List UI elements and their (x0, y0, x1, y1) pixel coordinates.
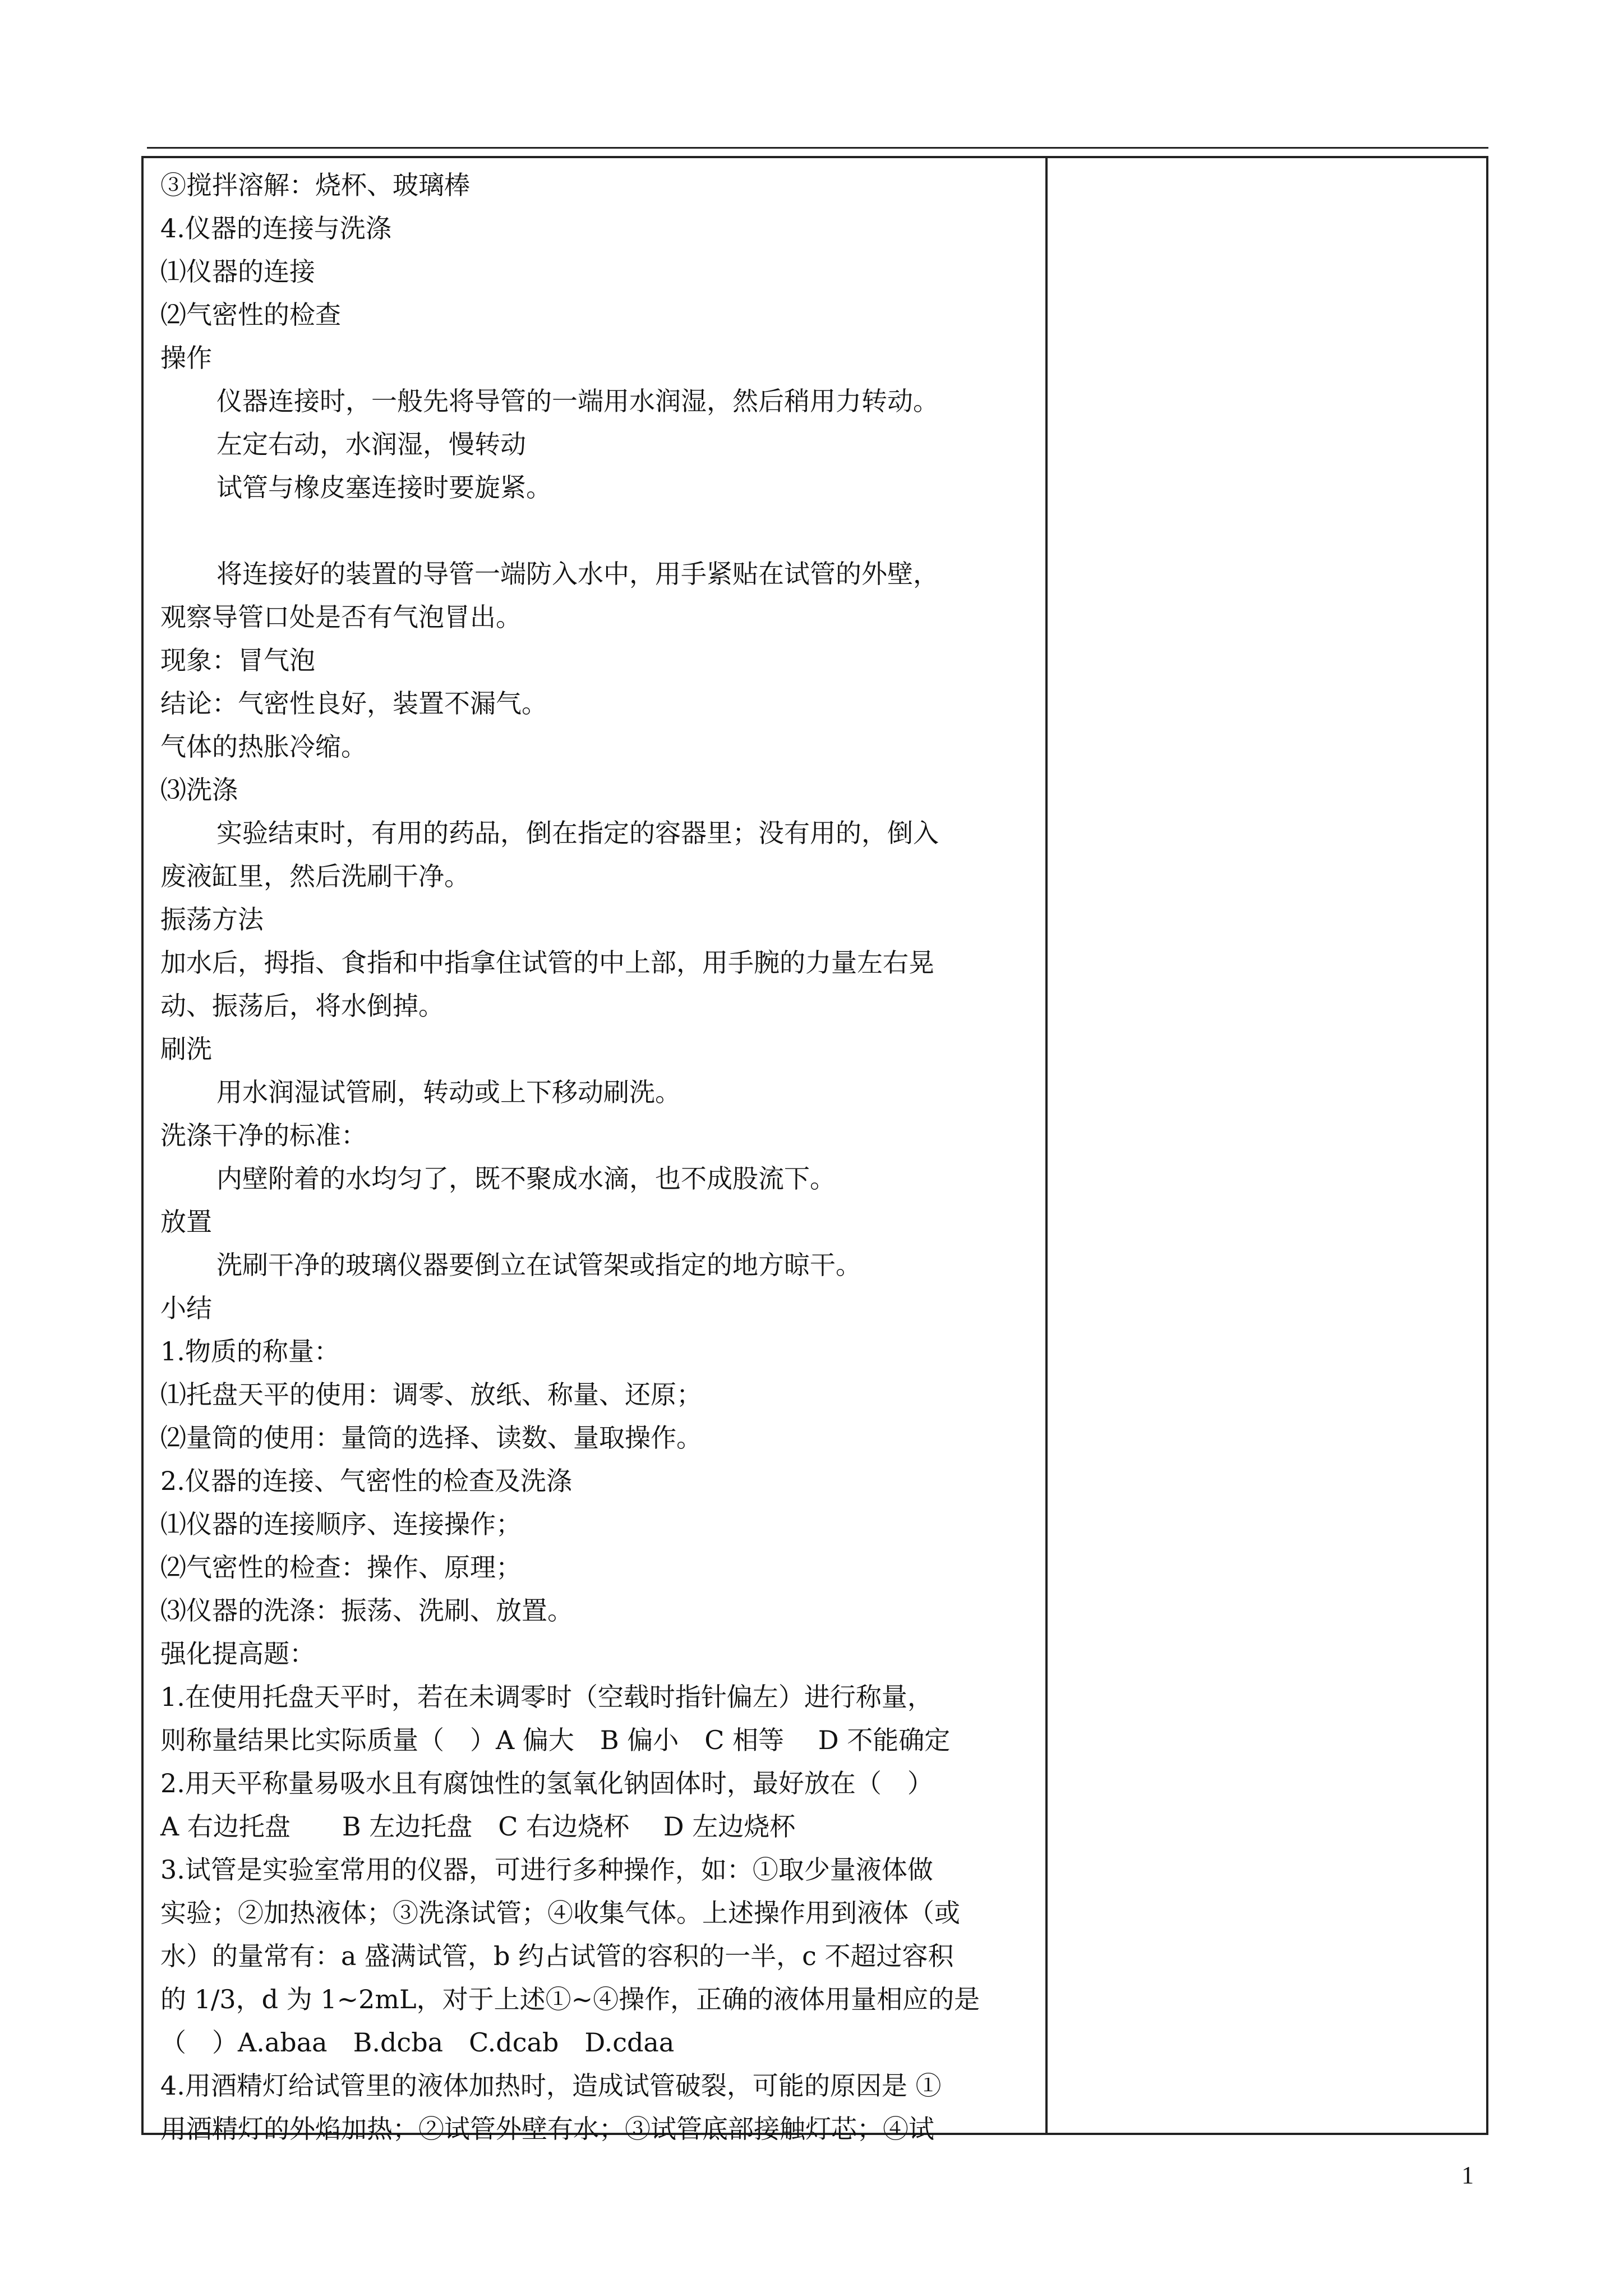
content-line: 实验；②加热液体；③洗涤试管；④收集气体。上述操作用到液体（或 (160, 1898, 960, 1928)
content-line: ③搅拌溶解：烧杯、玻璃棒 (160, 170, 470, 200)
content-line: ⑴仪器的连接 (160, 256, 315, 287)
content-line: 观察导管口处是否有气泡冒出。 (160, 602, 522, 632)
content-line: 结论：气密性良好，装置不漏气。 (160, 688, 547, 719)
content-line: 水）的量常有：a 盛满试管，b 约占试管的容积的一半，c 不超过容积 (160, 1941, 954, 1971)
lesson-table (141, 156, 1488, 2144)
content-line: 洗刷干净的玻璃仪器要倒立在试管架或指定的地方晾干。 (216, 1250, 861, 1280)
content-line: 用酒精灯的外焰加热；②试管外壁有水；③试管底部接触灯芯；④试 (160, 2114, 934, 2144)
content-line: ⑵气密性的检查 (160, 300, 341, 330)
content-line: 1.在使用托盘天平时，若在未调零时（空载时指针偏左）进行称量， (160, 1682, 933, 1712)
content-line: 振荡方法 (160, 904, 264, 935)
content-line: ⑵量筒的使用：量筒的选择、读数、量取操作。 (160, 1423, 702, 1453)
content-line: 用水润湿试管刷，转动或上下移动刷洗。 (216, 1077, 681, 1107)
content-line: 刷洗 (160, 1034, 212, 1064)
content-line: 废液缸里，然后洗刷干净。 (160, 861, 470, 891)
header-rule (147, 147, 1488, 149)
content-line: ⑵气密性的检查：操作、原理； (160, 1552, 522, 1582)
content-line: ⑴托盘天平的使用：调零、放纸、称量、还原； (160, 1379, 702, 1410)
content-line: 操作 (160, 343, 212, 373)
content-line: 试管与橡皮塞连接时要旋紧。 (216, 472, 552, 503)
page-number: 1 (1461, 2161, 1474, 2189)
notes-column (1048, 158, 1485, 2133)
content-line (160, 509, 1035, 553)
content-line: 强化提高题： (160, 1639, 315, 1669)
content-line: ⑶仪器的洗涤：振荡、洗刷、放置。 (160, 1595, 573, 1626)
content-line: 4.仪器的连接与洗涤 (160, 213, 391, 243)
content-line: 1.物质的称量： (160, 1336, 340, 1366)
lesson-content-column (160, 164, 1035, 2144)
content-line: 4.用酒精灯给试管里的液体加热时，造成试管破裂，可能的原因是 ① (160, 2070, 942, 2101)
content-line: 洗涤干净的标准： (160, 1120, 367, 1151)
content-line: 3.试管是实验室常用的仪器，可进行多种操作，如：①取少量液体做 (160, 1855, 933, 1885)
content-line: 实验结束时，有用的药品，倒在指定的容器里；没有用的，倒入 (216, 818, 939, 848)
content-line: 加水后，拇指、食指和中指拿住试管的中上部，用手腕的力量左右晃 (160, 947, 934, 978)
content-line: 小结 (160, 1293, 212, 1323)
content-line: 放置 (160, 1207, 212, 1237)
content-line: 2.用天平称量易吸水且有腐蚀性的氢氧化钠固体时，最好放在（ ） (160, 1768, 933, 1798)
content-line: 将连接好的装置的导管一端防入水中，用手紧贴在试管的外壁， (216, 559, 939, 589)
content-line: 左定右动，水润湿，慢转动 (216, 429, 526, 459)
content-line: 动、振荡后，将水倒掉。 (160, 991, 444, 1021)
content-line: 现象：冒气泡 (160, 645, 315, 675)
content-line: 的 1/3，d 为 1~2mL，对于上述①~④操作，正确的液体用量相应的是 (160, 1984, 980, 2014)
content-line: 仪器连接时，一般先将导管的一端用水润湿，然后稍用力转动。 (216, 386, 939, 416)
content-line: 气体的热胀冷缩。 (160, 731, 367, 762)
content-line: 内壁附着的水均匀了，既不聚成水滴，也不成股流下。 (216, 1163, 836, 1194)
content-line: ⑴仪器的连接顺序、连接操作； (160, 1509, 522, 1539)
content-line: A 右边托盘 B 左边托盘 C 右边烧杯 D 左边烧杯 (160, 1811, 796, 1842)
content-line: （ ）A.abaa B.dcba C.dcab D.cdaa (160, 2027, 675, 2058)
content-line: 2.仪器的连接、气密性的检查及洗涤 (160, 1466, 572, 1496)
content-line: ⑶洗涤 (160, 775, 238, 805)
content-line: 则称量结果比实际质量（ ）A 偏大 B 偏小 C 相等 D 不能确定 (160, 1725, 951, 1755)
